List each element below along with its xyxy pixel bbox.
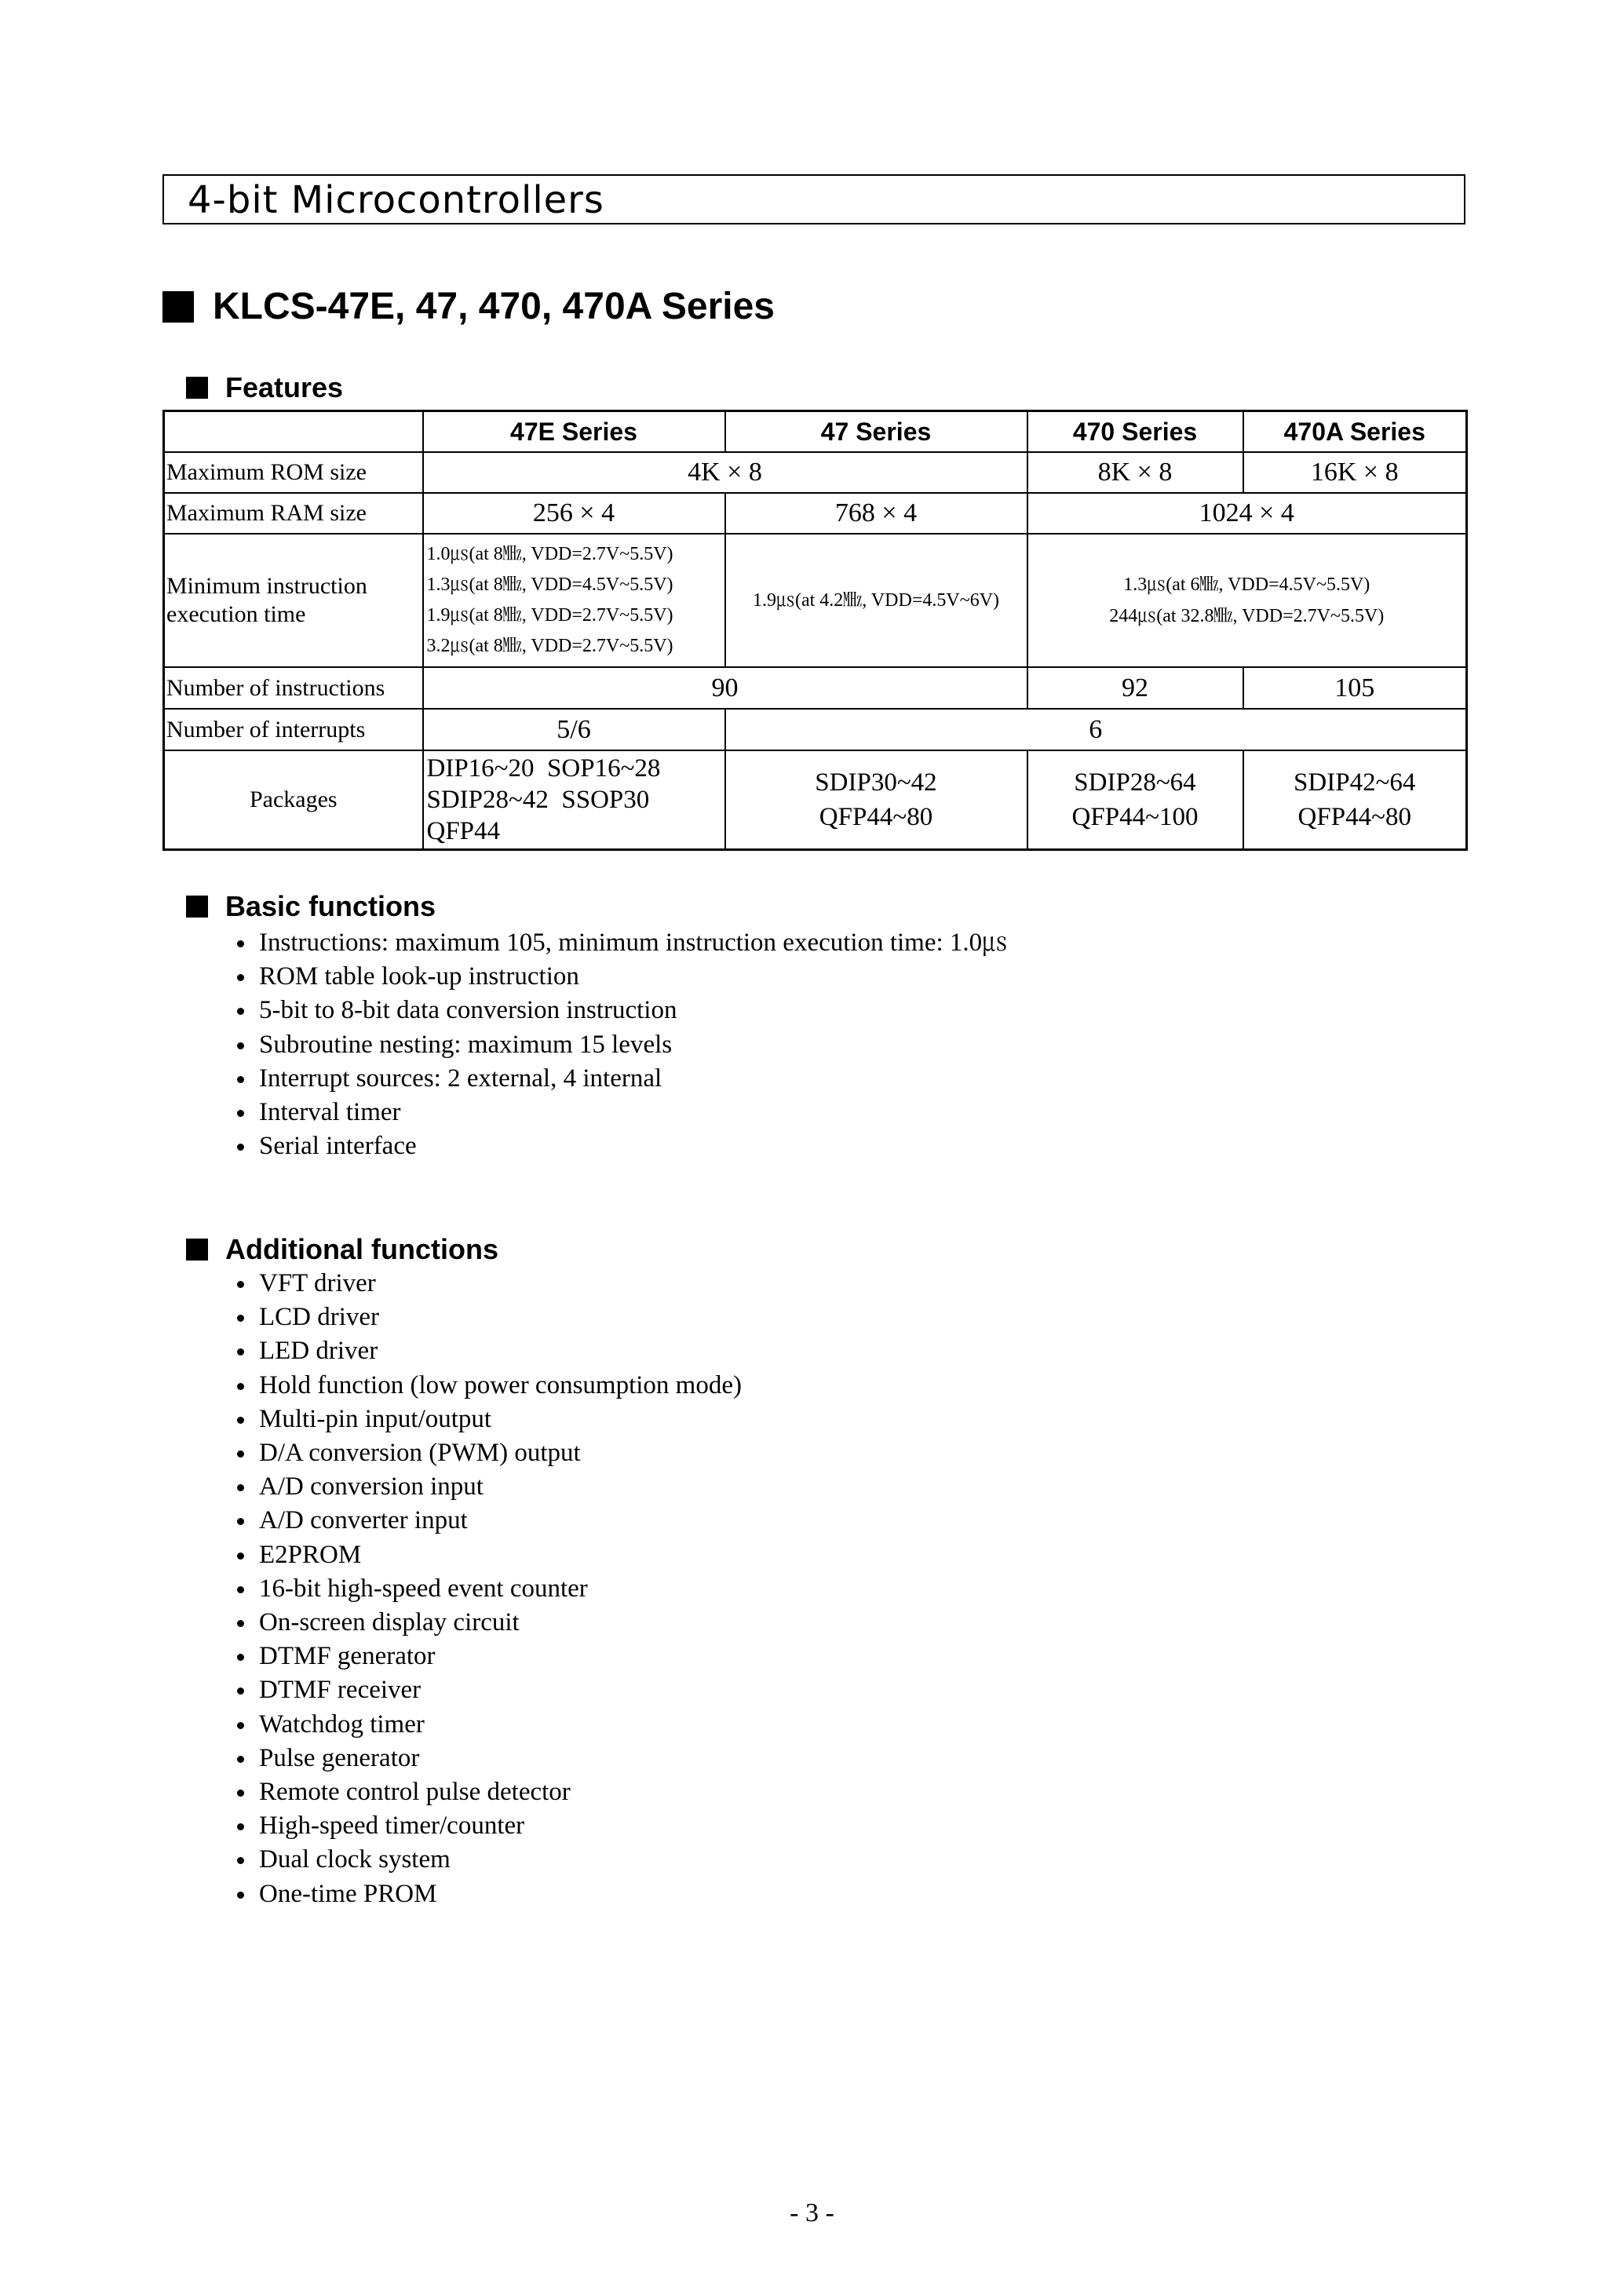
row-label-interrupts: Number of interrupts xyxy=(164,709,423,750)
exec-47: 1.9㎲(at 4.2㎒, VDD=4.5V~6V) xyxy=(725,534,1027,667)
list-item: 16-bit high-speed event counter xyxy=(235,1572,742,1606)
row-label-rom: Maximum ROM size xyxy=(164,452,423,493)
packages-470a xyxy=(1243,750,1467,849)
series-title xyxy=(162,284,775,330)
list-item: E2PROM xyxy=(235,1538,742,1572)
row-label-ram: Maximum RAM size xyxy=(164,493,423,534)
instructions-470: 92 xyxy=(1027,667,1243,709)
exec-470-470a xyxy=(1027,534,1467,667)
list-item: VFT driver xyxy=(235,1267,742,1301)
exec-47e-line: 1.3㎲(at 8㎒, VDD=4.5V~5.5V) xyxy=(426,575,673,595)
table-row-exec xyxy=(164,534,1467,667)
page-number: - 3 - xyxy=(790,2198,834,2228)
list-item: One-time PROM xyxy=(235,1877,742,1911)
rom-470a: 16K × 8 xyxy=(1243,452,1467,493)
list-item: LCD driver xyxy=(235,1301,742,1334)
ram-470-470a: 1024 × 4 xyxy=(1027,493,1467,534)
list-item: Interrupt sources: 2 external, 4 internal xyxy=(235,1062,1008,1096)
interrupts-47e: 5/6 xyxy=(423,709,725,750)
rom-47e-47: 4K × 8 xyxy=(423,452,1027,493)
table-row-packages xyxy=(164,750,1467,849)
exec-47e-line: 1.9㎲(at 8㎒, VDD=2.7V~5.5V) xyxy=(426,605,673,626)
square-bullet-icon xyxy=(162,291,194,323)
col-header-47e: 47E Series xyxy=(423,411,725,453)
table-row-rom xyxy=(164,452,1467,493)
instructions-47e-47: 90 xyxy=(423,667,1027,709)
additional-functions-list xyxy=(235,1267,742,1911)
packages-470 xyxy=(1027,750,1243,849)
list-item: Remote control pulse detector xyxy=(235,1775,742,1809)
basic-functions-list xyxy=(235,926,1008,1163)
package-line: QFP44 xyxy=(426,816,501,845)
table-row-interrupts xyxy=(164,709,1467,750)
list-item: DTMF receiver xyxy=(235,1673,742,1707)
list-item: Watchdog timer xyxy=(235,1708,742,1742)
exec-470-line: 1.3㎲(at 6㎒, VDD=4.5V~5.5V) xyxy=(1123,575,1370,595)
package-line: DIP16~20 SOP16~28 xyxy=(426,753,661,783)
list-item: Instructions: maximum 105, minimum instruction execution time: 1.0㎲ xyxy=(235,926,1008,960)
interrupts-rest: 6 xyxy=(725,709,1467,750)
exec-47e-line: 3.2㎲(at 8㎒, VDD=2.7V~5.5V) xyxy=(426,636,673,656)
list-item: High-speed timer/counter xyxy=(235,1809,742,1843)
additional-functions-heading-text: Additional functions xyxy=(225,1233,498,1265)
table-row-instructions xyxy=(164,667,1467,709)
row-label-packages: Packages xyxy=(164,750,423,849)
package-line: QFP44~80 xyxy=(1297,802,1411,831)
row-label-instructions: Number of instructions xyxy=(164,667,423,709)
list-item: Serial interface xyxy=(235,1129,1008,1163)
features-heading-text: Features xyxy=(225,371,344,403)
basic-functions-heading xyxy=(186,889,436,924)
square-bullet-icon xyxy=(186,1239,208,1261)
exec-470-line: 244㎲(at 32.8㎒, VDD=2.7V~5.5V) xyxy=(1109,606,1385,626)
exec-47e xyxy=(423,534,725,667)
col-header-47: 47 Series xyxy=(725,411,1027,453)
row-label-exec: Minimum instruction execution time xyxy=(164,534,423,667)
list-item: Subroutine nesting: maximum 15 levels xyxy=(235,1028,1008,1062)
list-item: A/D converter input xyxy=(235,1504,742,1538)
col-header-470a: 470A Series xyxy=(1243,411,1467,453)
list-item: On-screen display circuit xyxy=(235,1606,742,1640)
list-item: LED driver xyxy=(235,1334,742,1368)
exec-47e-line: 1.0㎲(at 8㎒, VDD=2.7V~5.5V) xyxy=(426,544,673,564)
list-item: 5-bit to 8-bit data conversion instruction xyxy=(235,994,1008,1027)
list-item: D/A conversion (PWM) output xyxy=(235,1436,742,1470)
list-item: Multi-pin input/output xyxy=(235,1403,742,1436)
list-item: Hold function (low power consumption mode) xyxy=(235,1369,742,1403)
packages-47 xyxy=(725,750,1027,849)
page-title: 4-bit Microcontrollers xyxy=(188,178,604,222)
packages-47e xyxy=(423,750,725,849)
features-table xyxy=(162,410,1468,851)
square-bullet-icon xyxy=(186,377,208,399)
list-item: Dual clock system xyxy=(235,1843,742,1877)
package-line: QFP44~100 xyxy=(1071,802,1199,831)
list-item: DTMF generator xyxy=(235,1640,742,1673)
rom-470: 8K × 8 xyxy=(1027,452,1243,493)
package-line: SDIP28~64 xyxy=(1074,768,1196,797)
package-line: QFP44~80 xyxy=(819,802,933,831)
list-item: Interval timer xyxy=(235,1096,1008,1129)
corner-cell xyxy=(164,411,423,453)
package-line: SDIP28~42 SSOP30 xyxy=(426,785,650,814)
square-bullet-icon xyxy=(186,896,208,918)
ram-47e: 256 × 4 xyxy=(423,493,725,534)
features-heading xyxy=(186,370,343,405)
list-item: Pulse generator xyxy=(235,1742,742,1775)
list-item: ROM table look-up instruction xyxy=(235,960,1008,994)
instructions-470a: 105 xyxy=(1243,667,1467,709)
list-item: A/D conversion input xyxy=(235,1470,742,1504)
additional-functions-heading xyxy=(186,1232,498,1267)
table-header-row xyxy=(164,411,1467,453)
package-line: SDIP42~64 xyxy=(1294,768,1416,797)
series-title-text: KLCS-47E, 47, 470, 470A Series xyxy=(213,286,775,327)
package-line: SDIP30~42 xyxy=(815,768,937,797)
header-box xyxy=(162,174,1465,224)
basic-functions-heading-text: Basic functions xyxy=(225,890,436,922)
ram-47: 768 × 4 xyxy=(725,493,1027,534)
col-header-470: 470 Series xyxy=(1027,411,1243,453)
table-row-ram xyxy=(164,493,1467,534)
